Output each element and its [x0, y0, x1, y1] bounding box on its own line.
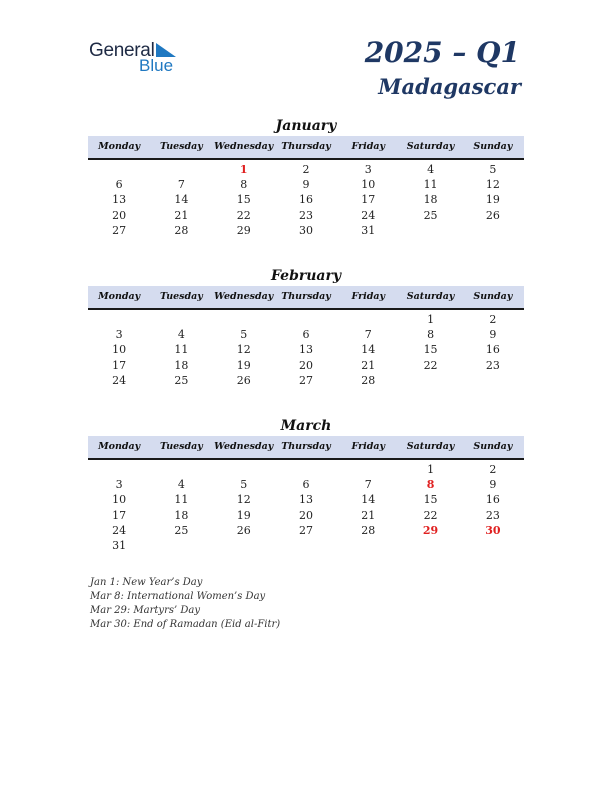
day-cell: 9	[489, 478, 497, 492]
empty-cell	[275, 312, 337, 327]
day-cell: 10	[112, 343, 127, 357]
weekday-label: Tuesday	[160, 141, 203, 152]
weekday-header	[88, 286, 524, 310]
day-grid	[88, 162, 524, 238]
empty-cell	[88, 312, 150, 327]
day-cell: 7	[177, 178, 185, 192]
day-cell: 9	[302, 178, 310, 192]
weekday-label: Monday	[98, 141, 141, 152]
day-cell: 12	[236, 493, 251, 507]
day-cell: 28	[361, 523, 376, 537]
holiday-note: Mar 30: End of Ramadan (Eid al-Fitr)	[90, 619, 281, 630]
day-cell: 1	[427, 313, 435, 326]
weekday-label: Saturday	[406, 291, 455, 302]
day-cell: 14	[174, 193, 189, 207]
weekday-label: Saturday	[406, 141, 455, 152]
day-cell: 6	[115, 178, 123, 192]
day-cell: 22	[423, 508, 438, 522]
empty-cell	[150, 312, 212, 327]
holiday-day-cell: 30	[485, 523, 501, 537]
holiday-day-cell: 1	[239, 163, 248, 176]
empty-cell	[337, 538, 399, 553]
day-cell: 20	[298, 508, 313, 522]
day-cell: 5	[489, 163, 497, 176]
day-cell: 2	[302, 163, 310, 176]
day-cell: 20	[112, 208, 127, 222]
weekday-label: Thursday	[281, 141, 331, 152]
day-cell: 24	[361, 208, 376, 222]
day-cell: 17	[112, 358, 127, 372]
day-cell: 26	[236, 523, 251, 537]
day-cell: 3	[364, 163, 372, 176]
day-cell: 10	[112, 493, 127, 507]
day-cell: 15	[423, 343, 438, 357]
empty-cell	[462, 373, 524, 388]
day-cell: 27	[112, 223, 127, 237]
weekday-label: Wednesday	[214, 141, 274, 152]
weekday-label: Wednesday	[214, 291, 274, 302]
day-cell: 21	[361, 508, 376, 522]
day-cell: 10	[361, 178, 376, 192]
day-cell: 16	[298, 193, 313, 207]
empty-cell	[462, 538, 524, 553]
day-cell: 17	[361, 193, 376, 207]
empty-cell	[88, 162, 150, 177]
day-cell: 22	[423, 358, 438, 372]
holiday-note: Mar 8: International Women’s Day	[90, 591, 266, 602]
empty-cell	[213, 312, 275, 327]
day-cell: 27	[298, 373, 313, 387]
weekday-label: Thursday	[281, 441, 331, 452]
empty-cell	[213, 462, 275, 477]
day-cell: 28	[174, 223, 189, 237]
empty-cell	[275, 462, 337, 477]
day-cell: 28	[361, 373, 376, 387]
day-cell: 12	[485, 178, 500, 192]
weekday-label: Sunday	[473, 141, 513, 152]
weekday-label: Saturday	[406, 441, 455, 452]
weekday-label: Monday	[98, 291, 141, 302]
day-cell: 19	[236, 508, 251, 522]
logo-flag-icon	[156, 43, 176, 57]
empty-cell	[150, 162, 212, 177]
day-cell: 6	[302, 328, 310, 342]
day-cell: 13	[298, 493, 313, 507]
weekday-label: Monday	[98, 441, 141, 452]
day-cell: 21	[361, 358, 376, 372]
weekday-label: Wednesday	[214, 441, 274, 452]
day-cell: 19	[236, 358, 251, 372]
day-cell: 19	[485, 193, 500, 207]
weekday-label: Tuesday	[160, 291, 203, 302]
day-cell: 15	[423, 493, 438, 507]
day-cell: 18	[423, 193, 438, 207]
holiday-note: Jan 1: New Year’s Day	[90, 577, 203, 588]
day-cell: 11	[174, 493, 189, 507]
day-cell: 13	[112, 193, 127, 207]
day-cell: 31	[112, 538, 127, 552]
empty-cell	[399, 223, 461, 238]
day-cell: 17	[112, 508, 127, 522]
day-cell: 4	[177, 328, 185, 342]
day-cell: 1	[427, 463, 435, 476]
day-cell: 20	[298, 358, 313, 372]
day-cell: 18	[174, 508, 189, 522]
day-cell: 16	[485, 343, 500, 357]
day-cell: 23	[485, 508, 500, 522]
day-cell: 11	[174, 343, 189, 357]
page-subtitle: Madagascar	[378, 74, 521, 99]
day-cell: 5	[240, 328, 248, 342]
month-title: March	[280, 418, 332, 434]
weekday-label: Thursday	[281, 291, 331, 302]
day-cell: 3	[115, 328, 123, 342]
holiday-day-cell: 8	[426, 478, 435, 492]
day-cell: 4	[177, 478, 185, 492]
empty-cell	[150, 462, 212, 477]
day-cell: 5	[240, 478, 248, 492]
day-cell: 4	[427, 163, 435, 176]
day-cell: 26	[236, 373, 251, 387]
day-cell: 8	[427, 328, 435, 342]
weekday-label: Sunday	[473, 291, 513, 302]
month-january	[88, 116, 524, 238]
day-cell: 11	[423, 178, 438, 192]
day-cell: 3	[115, 478, 123, 492]
empty-cell	[275, 538, 337, 553]
empty-cell	[150, 538, 212, 553]
day-cell: 8	[240, 178, 248, 192]
day-cell: 9	[489, 328, 497, 342]
day-cell: 12	[236, 343, 251, 357]
day-cell: 7	[364, 478, 372, 492]
weekday-label: Sunday	[473, 441, 513, 452]
empty-cell	[399, 373, 461, 388]
weekday-header	[88, 436, 524, 460]
empty-cell	[399, 538, 461, 553]
day-cell: 25	[174, 523, 189, 537]
logo-text-blue: Blue	[139, 56, 174, 75]
day-cell: 15	[236, 193, 251, 207]
day-cell: 24	[112, 373, 127, 387]
day-cell: 2	[489, 313, 497, 326]
logo-text-general: General	[89, 40, 155, 61]
empty-cell	[337, 462, 399, 477]
holiday-notes	[90, 576, 280, 632]
day-cell: 27	[298, 523, 313, 537]
day-cell: 6	[302, 478, 310, 492]
month-title: February	[270, 268, 341, 284]
empty-cell	[337, 312, 399, 327]
weekday-label: Friday	[351, 291, 386, 302]
holiday-note: Mar 29: Martyrs’ Day	[90, 605, 200, 616]
day-grid	[88, 312, 524, 388]
day-cell: 21	[174, 208, 189, 222]
day-cell: 2	[489, 463, 497, 476]
empty-cell	[88, 462, 150, 477]
empty-cell	[462, 223, 524, 238]
day-cell: 14	[361, 343, 376, 357]
day-cell: 16	[485, 493, 500, 507]
day-cell: 23	[298, 208, 313, 222]
day-cell: 23	[485, 358, 500, 372]
day-cell: 13	[298, 343, 313, 357]
day-cell: 14	[361, 493, 376, 507]
weekday-label: Friday	[351, 141, 386, 152]
weekday-label: Tuesday	[160, 441, 203, 452]
day-cell: 7	[364, 328, 372, 342]
day-cell: 25	[423, 208, 438, 222]
month-title: January	[275, 118, 337, 134]
day-cell: 18	[174, 358, 189, 372]
day-grid	[88, 462, 524, 553]
day-cell: 22	[236, 208, 251, 222]
day-cell: 26	[485, 208, 500, 222]
weekday-header	[88, 136, 524, 160]
weekday-label: Friday	[351, 441, 386, 452]
empty-cell	[213, 538, 275, 553]
month-march	[88, 416, 524, 553]
day-cell: 31	[361, 223, 376, 237]
day-cell: 29	[236, 223, 251, 237]
day-cell: 24	[112, 523, 127, 537]
month-february	[88, 266, 524, 388]
holiday-day-cell: 29	[422, 523, 439, 537]
page-title: 2025 – Q1	[364, 36, 520, 69]
day-cell: 25	[174, 373, 189, 387]
logo	[89, 40, 189, 76]
day-cell: 30	[298, 223, 313, 237]
